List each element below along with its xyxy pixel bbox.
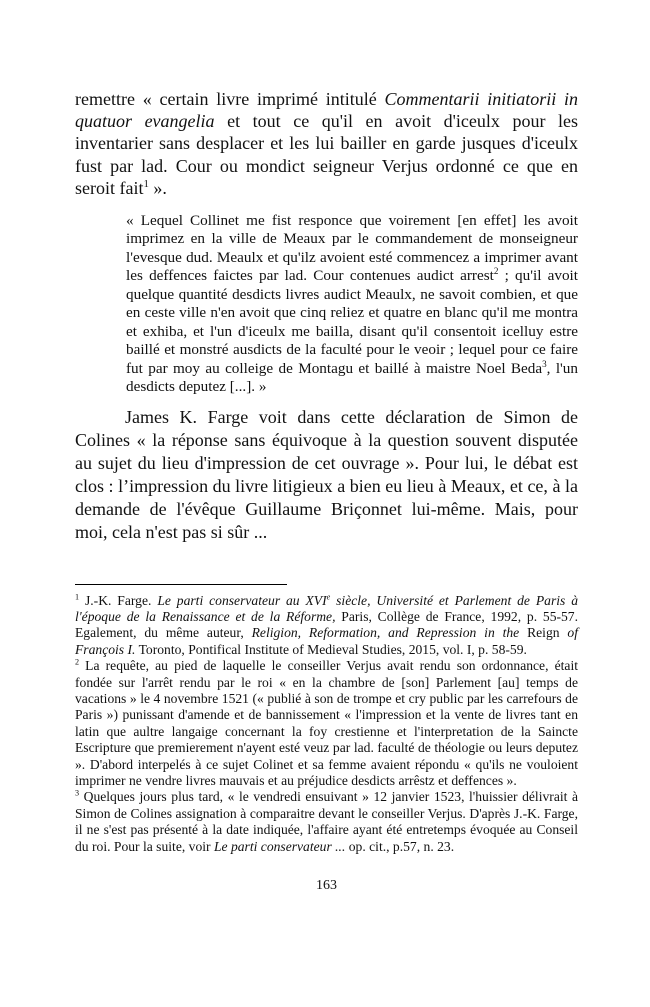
text-segment: et tout ce qu'il en avoit d'iceulx pour les inventarier sans desplacer et les lui bailler en garde jusques d'iceulx fust par lad. Cour ou mondict seigneur Verjus ordonné ce que en seroit fait (75, 111, 578, 198)
text-segment: op. cit., p.57, n. 23. (345, 838, 455, 854)
text-segment: « Lequel Collinet me fist responce que voirement [en effet] les avoit imprimez en la ville de Meaux par le commandement de monseigneur l'evesque dud. Meaulx et qu'ilz avoient esté commencez a imprimer avant les deffences faictes par lad. Cour contenues audict arrest (126, 212, 578, 285)
footnote-reference: 3 (75, 788, 80, 798)
italic-text: Commentarii initiatorii in quatuor evangelia (75, 89, 579, 132)
text-segment: Quelques jours plus tard, « le vendredi ensuivant » 12 janvier 1523, l'huissier délivrait à Simon de Colines assignation à comparaitre devant le conseiller Verjus. D'après J.-K. Farge, il ne s'est pas présenté à la date indiquée, l'affaire ayant été entretemps évoquée au Conseil du roi. Pour la suite, voir (75, 789, 578, 854)
block-quote (126, 212, 578, 397)
footnote-3 (75, 789, 578, 855)
text-segment: J.-K. Farge. (79, 592, 158, 608)
body-paragraph-2 (75, 406, 578, 544)
text-segment: James K. Farge voit dans cette déclaration de Simon de Colines « la réponse sans équivoque à la question souvent disputée au sujet du lieu d'impression de cet ouvrage ». Pour lui, le débat est clos : l’impression du livre litigieux a bien eu lieu à Meaux, et ce, à la demande de l'évêque Guillaume Briçonnet lui-même. Mais, pour moi, cela n'est pas si sûr ... (75, 406, 578, 542)
footnote-reference: 1 (143, 177, 149, 190)
text-segment: , l'un desdicts deputez [...]. » (126, 359, 578, 396)
footnote-reference: e (326, 592, 331, 602)
text-segment: ». (148, 177, 167, 198)
page-body (75, 0, 578, 915)
footnote-reference: 2 (75, 657, 80, 667)
footnote-reference: 3 (542, 358, 547, 369)
italic-text: Le parti conservateur ... (213, 838, 346, 854)
text-segment: Paris, Collège de France, 1992, p. 55-57. Egalement, du même auteur, (75, 608, 579, 641)
footnote-1 (75, 593, 578, 659)
text-segment: Reign (519, 625, 568, 641)
italic-text: Religion, Reformation, and Repression in the (251, 625, 520, 641)
italic-text: siècle, Université et Parlement de Paris à l'époque de la Renaissance et de la Réforme, (75, 592, 579, 624)
text-segment: ; qu'il avoit quelque quantité desdicts livres audict Meaulx, ne savoit combien, et que en ceste ville n'en avoit que cinq reliez et quatre en blanc qu'il me montra et exhiba, et l'un d'iceulx me bailla, disant qu'il consentoit icelluy estre baillé et monstré ausdicts de la faculté pour le veoir ; lequel pour ce faire fut par moy au colleige de Montagu et baillé à maistre Noel Beda (126, 267, 578, 377)
italic-text: of François I. (75, 625, 578, 657)
footnotes (75, 593, 578, 856)
footnote-reference: 2 (493, 266, 499, 277)
text-segment: Toronto, Pontifical Institute of Medieval Studies, 2015, vol. I, p. 58-59. (135, 641, 527, 657)
footnote-reference: 1 (75, 592, 80, 602)
page-number: 163 (316, 878, 337, 894)
body-paragraph-1 (75, 88, 578, 199)
text-segment: remettre « certain livre imprimé intitulé (75, 89, 385, 109)
italic-text: Le parti conservateur au XVI (157, 592, 327, 608)
footnote-separator (75, 584, 287, 585)
footnote-2 (75, 658, 578, 789)
text-segment: La requête, au pied de laquelle le conseiller Verjus avait rendu son ordonnance, était fondée sur l'arrêt rendu par le roi « en la chambre de [son] Parlement [au] temps de vacations » le 4 novembre 1521 (« publié à son de trompe et cry public par les carrefours de Paris ») punissant d'amende et de bannissement « l'impression et la vente de livres tant en latin que aultre langaige concernant la foy crestienne et l'interpretation de la Saincte Escripture que premierement n'ayent esté veuz par lad. faculté de théologie ou leurs deputez ». D'abord interpelés à ce sujet Colinet et sa femme avaient répondu « qu'ils ne vouloient imprimer ne vendre livres mauvais et au préjudice desdicts arrêstz et deffences ». (75, 658, 578, 789)
